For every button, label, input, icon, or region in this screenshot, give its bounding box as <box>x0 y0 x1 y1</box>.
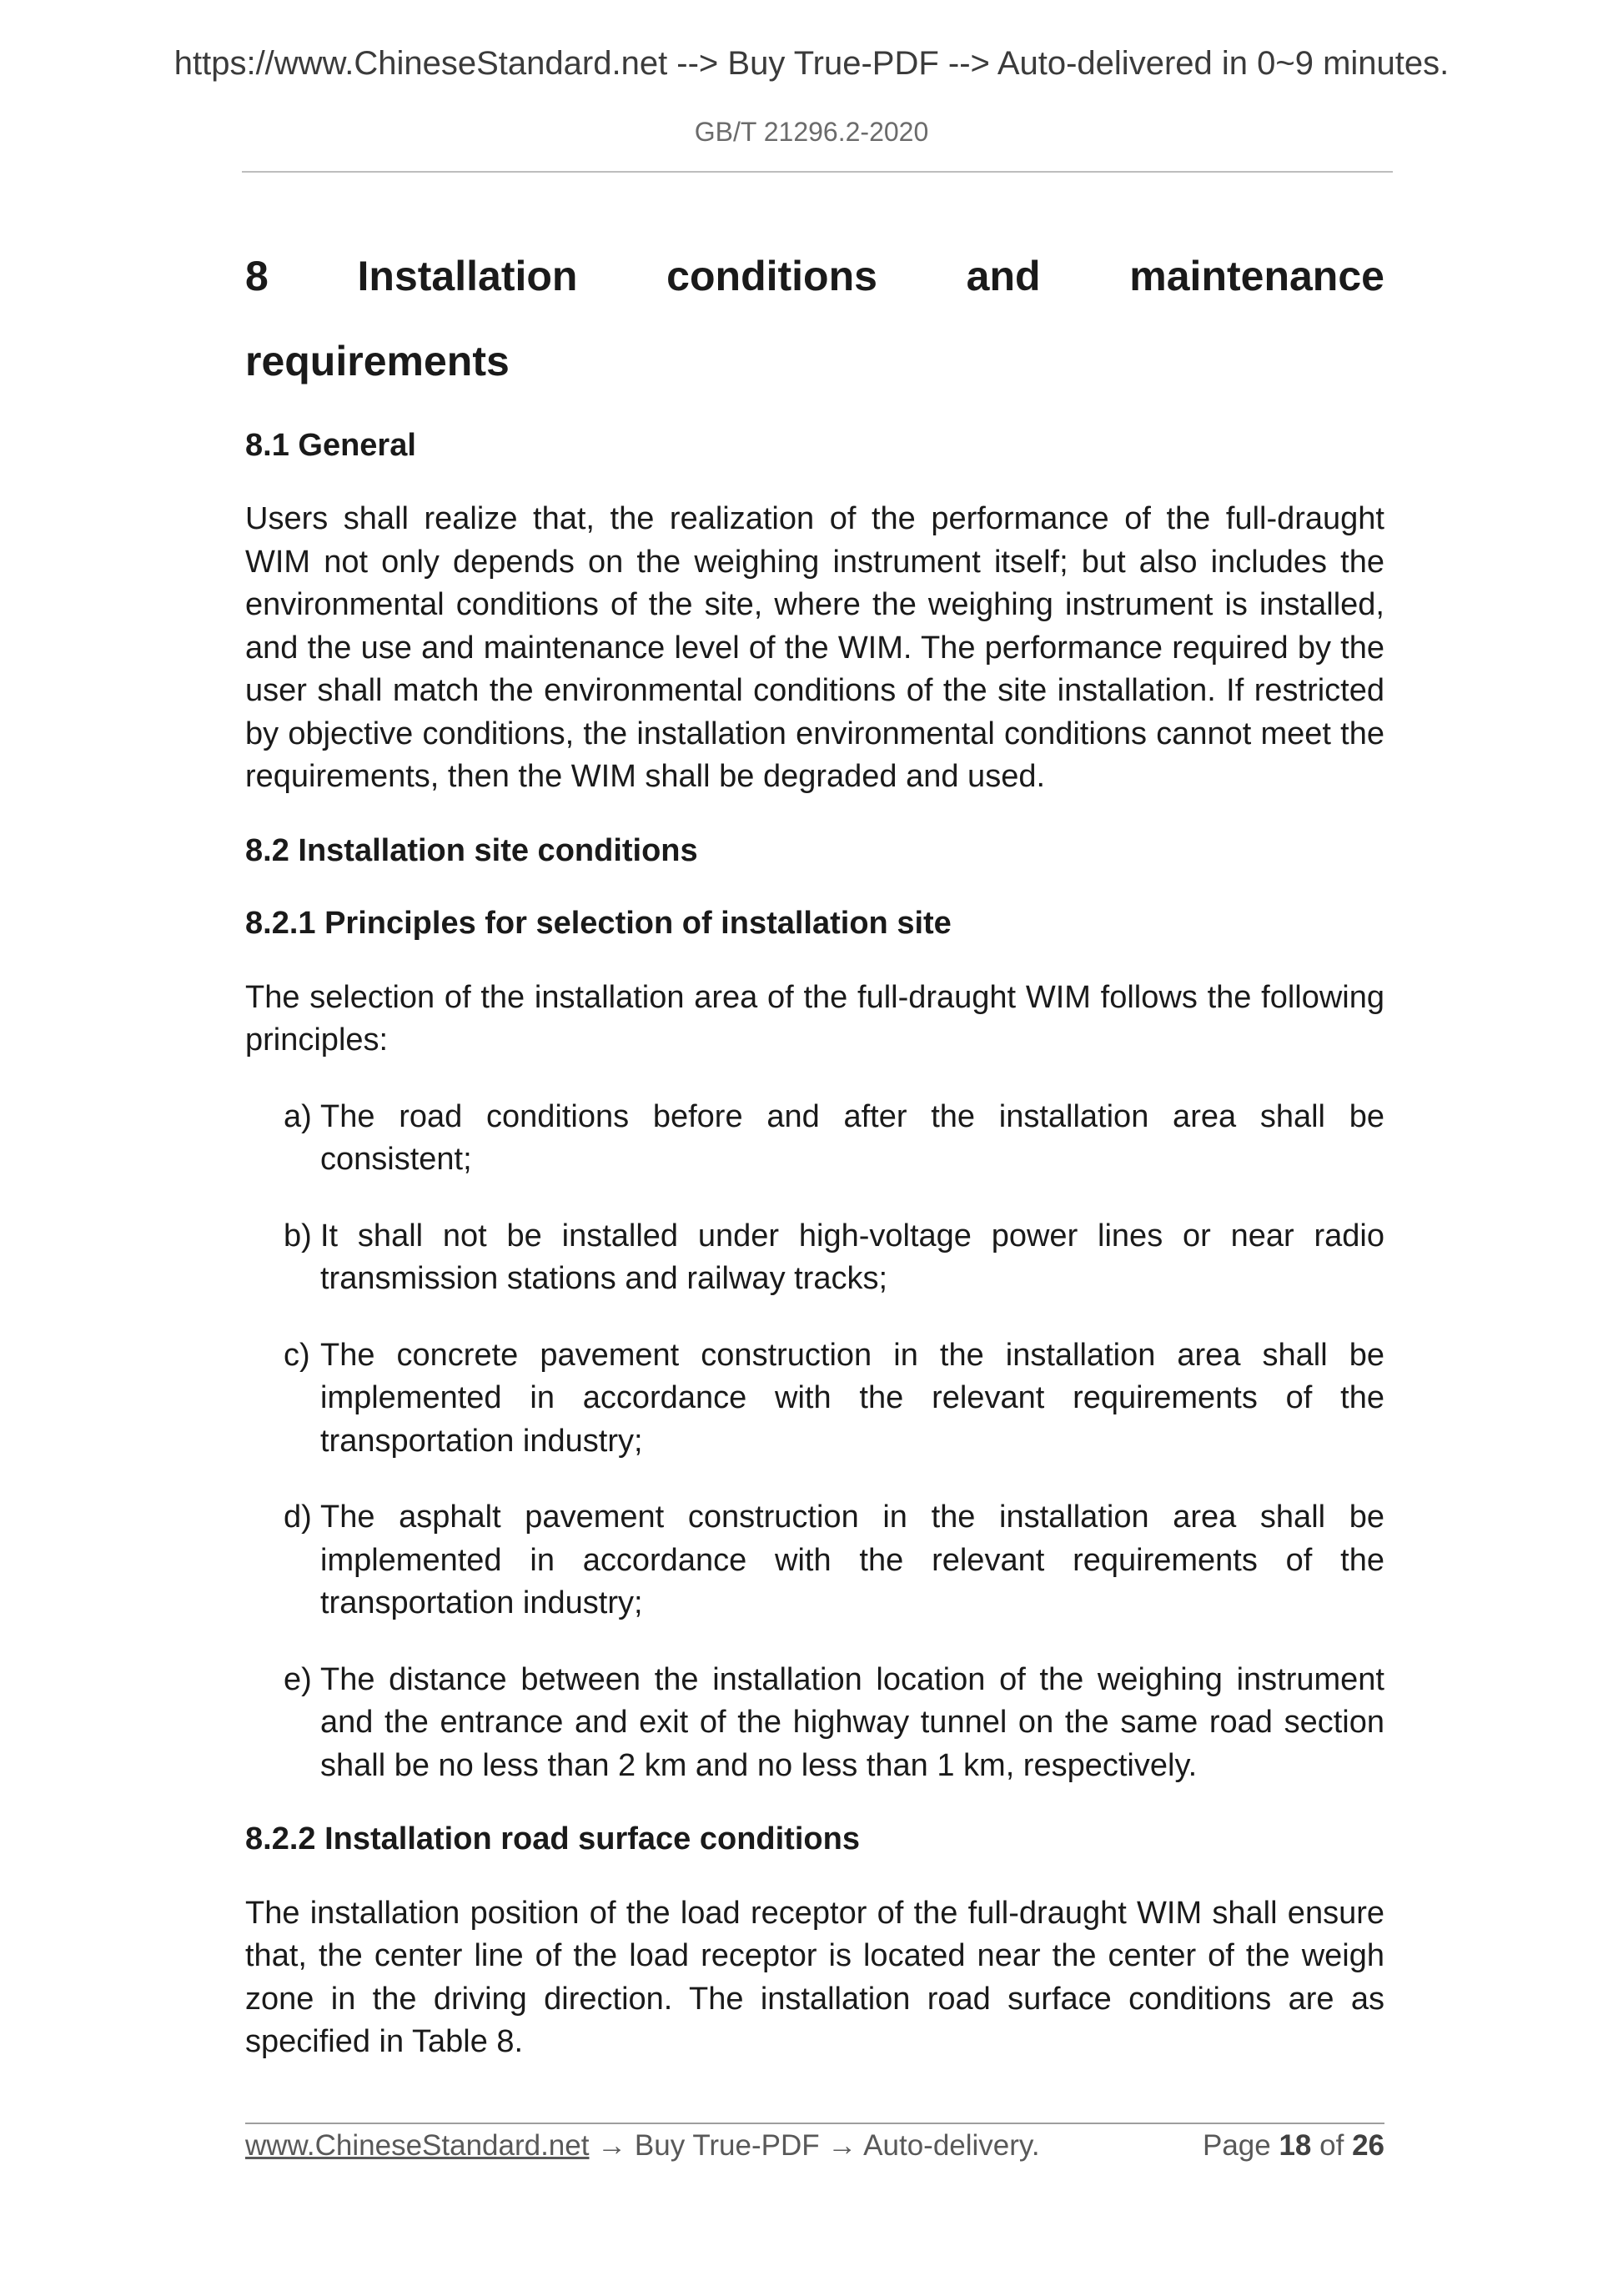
list-text: The asphalt pavement construction in the installation area shall be implemented in accordance with the relevant requirements of the transportation industry; <box>320 1500 1384 1621</box>
section-8-2-2-paragraph: The installation position of the load receptor of the full-draught WIM shall ensure that, the center line of the load receptor is located near the center of the weigh zone in the driving direction. The installation road surface conditions are as specified in Table 8. <box>245 1895 1384 2060</box>
chapter-word-2: conditions <box>666 253 877 299</box>
list-label: d) <box>284 1500 312 1535</box>
section-8-2-1-intro: The selection of the installation area of the full-draught WIM follows the following principles: <box>245 979 1384 1058</box>
chapter-word-3: and <box>966 253 1041 299</box>
total-pages: 26 <box>1352 2129 1384 2162</box>
list-text: The distance between the installation location of the weighing instrument and the entrance and exit of the highway tunnel on the same road section shall be no less than 2 km and no less than 1 km, respectively. <box>320 1661 1384 1783</box>
header-divider <box>242 171 1393 173</box>
list-label: a) <box>284 1098 312 1134</box>
chapter-word-4: maintenance <box>1129 253 1384 299</box>
page-footer <box>245 2129 1384 2163</box>
list-item-b <box>284 1215 1384 1301</box>
current-page: 18 <box>1279 2129 1312 2162</box>
section-8-1-paragraph: Users shall realize that, the realization of the performance of the full-draught WIM not only depends on the weighing instrument itself; but also includes the environmental conditions of the site, where the weighing instrument is installed, and the use and maintenance level of the WIM. The performance required by the user shall match the environmental conditions of the site installation. If restricted by objective conditions, the installation environmental conditions cannot meet the requirements, then the WIM shall be degraded and used. <box>245 501 1384 795</box>
chapter-number: 8 <box>245 253 269 299</box>
page-word: Page <box>1202 2129 1271 2162</box>
list-item-d <box>284 1496 1384 1625</box>
list-label: e) <box>284 1661 312 1697</box>
chapter-word-1: Installation <box>357 253 578 299</box>
list-text: The road conditions before and after the installation area shall be consistent; <box>320 1098 1384 1178</box>
list-item-a <box>284 1096 1384 1182</box>
list-text: It shall not be installed under high-voltage power lines or near radio transmission stations and railway tracks; <box>320 1218 1384 1297</box>
document-code: GB/T 21296.2-2020 <box>694 117 929 147</box>
of-word: of <box>1319 2129 1344 2162</box>
footer-tagline: → Buy True-PDF → Auto-delivery. <box>589 2129 1040 2162</box>
page-content <box>245 225 1384 2064</box>
list-item-c <box>284 1334 1384 1464</box>
chapter-title <box>245 234 1384 404</box>
chapter-title-line-1 <box>245 234 1384 319</box>
chapter-title-line-2: requirements <box>245 338 510 384</box>
list-label: b) <box>284 1218 312 1254</box>
list-label: c) <box>284 1337 310 1373</box>
list-text: The concrete pavement construction in the installation area shall be implemented in accordance with the relevant requirements of the transportation industry; <box>320 1337 1384 1459</box>
page-number <box>1203 2129 1384 2163</box>
footer-site-link[interactable]: www.ChineseStandard.net <box>245 2129 590 2162</box>
section-heading-8-1: 8.1 General <box>245 428 416 463</box>
section-heading-8-2: 8.2 Installation site conditions <box>245 832 698 868</box>
top-banner: https://www.ChineseStandard.net --> Buy True-PDF --> Auto-delivered in 0~9 minutes. <box>173 45 1450 82</box>
footer-divider <box>245 2123 1384 2124</box>
list-item-e <box>284 1659 1384 1788</box>
section-heading-8-2-1: 8.2.1 Principles for selection of installation site <box>245 906 952 942</box>
section-heading-8-2-2: 8.2.2 Installation road surface conditions <box>245 1821 860 1857</box>
footer-left <box>245 2129 1040 2163</box>
